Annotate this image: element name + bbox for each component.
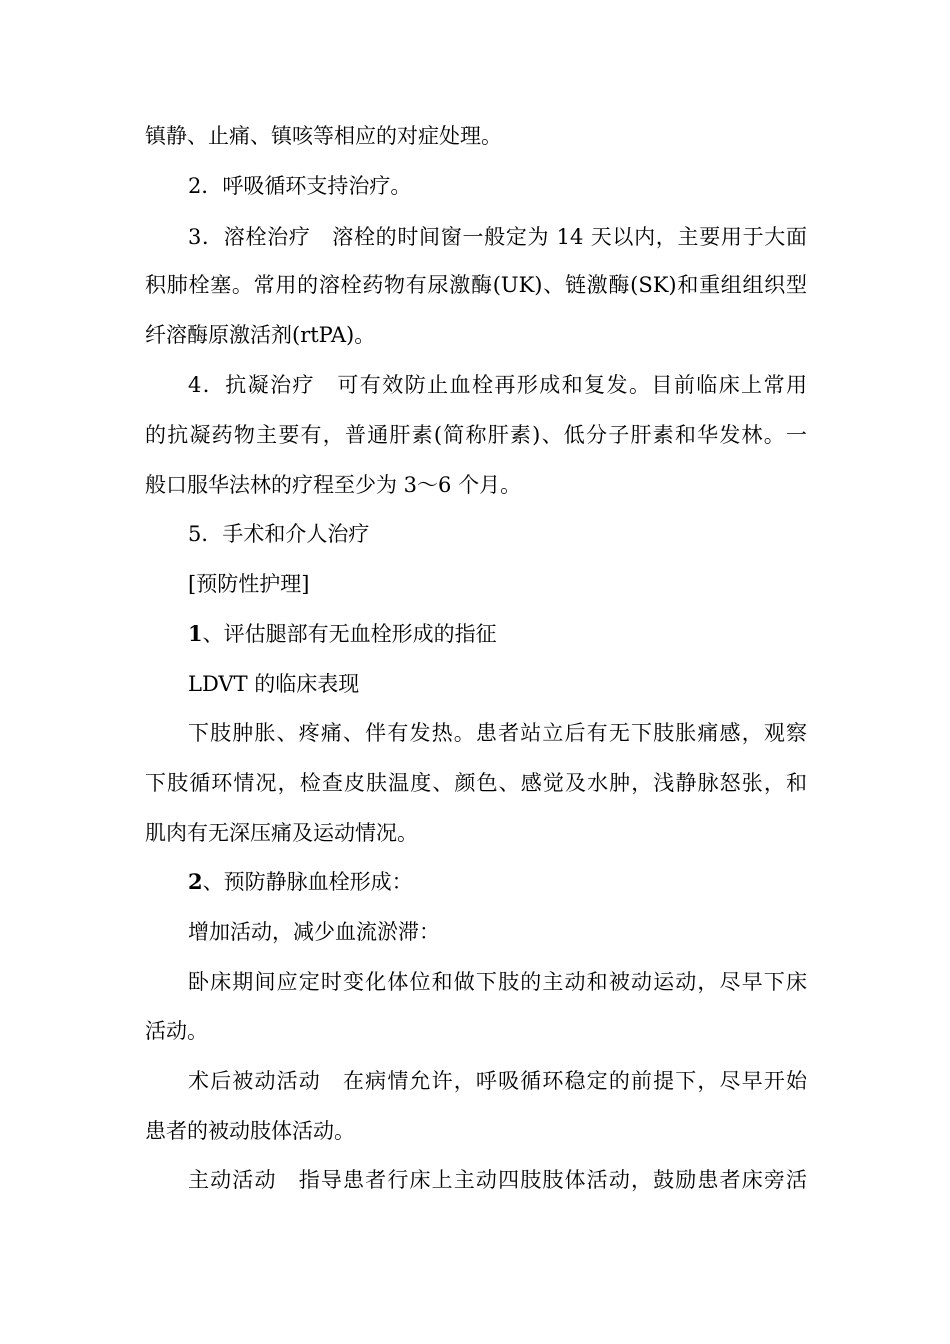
text-line: 3．溶栓治疗 溶栓的时间窗一般定为 14 天以内，主要用于大面 — [188, 225, 807, 249]
text-line: 的抗凝药物主要有，普通肝素(简称肝素)、低分子肝素和华发林。一 — [145, 423, 807, 447]
text-line: 积肺栓塞。常用的溶栓药物有尿激酶(UK)、链激酶(SK)和重组组织型 — [145, 273, 807, 297]
text-line: 下肢肿胀、疼痛、伴有发热。患者站立后有无下肢胀痛感，观察 — [188, 721, 807, 745]
text-line: 2．呼吸循环支持治疗。 — [188, 174, 412, 198]
text-line: 患者的被动肢体活动。 — [145, 1119, 355, 1143]
section-heading: [预防性护理] — [188, 572, 310, 596]
text-line: 肌肉有无深压痛及运动情况。 — [145, 821, 418, 845]
text-line: 纤溶酶原激活剂(rtPA)。 — [145, 323, 376, 347]
text-line: 镇静、止痛、镇咳等相应的对症处理。 — [145, 124, 502, 148]
text-line: 卧床期间应定时变化体位和做下肢的主动和被动运动，尽早下床 — [188, 970, 807, 994]
text-line: 增加活动，减少血流淤滞： — [188, 920, 440, 944]
text-line: LDVT 的临床表现 — [188, 672, 360, 696]
heading-number: 1 — [188, 621, 203, 646]
text-line: 5．手术和介人治疗 — [188, 522, 370, 546]
text-line: 术后被动活动 在病情允许，呼吸循环稳定的前提下，尽早开始 — [188, 1069, 807, 1093]
text-line: 活动。 — [145, 1019, 208, 1043]
text-line: 般口服华法林的疗程至少为 3～6 个月。 — [145, 473, 522, 497]
text-line: 4．抗凝治疗 可有效防止血栓再形成和复发。目前临床上常用 — [188, 373, 807, 397]
text-line: 下肢循环情况，检查皮肤温度、颜色、感觉及水肿，浅静脉怒张，和 — [145, 771, 807, 795]
numbered-heading — [188, 619, 807, 649]
text-line: 主动活动 指导患者行床上主动四肢肢体活动，鼓励患者床旁活 — [188, 1168, 807, 1192]
heading-text: 、预防静脉血栓形成： — [202, 870, 413, 894]
heading-text: 、评估腿部有无血栓形成的指征 — [202, 622, 497, 646]
heading-number: 2 — [188, 869, 203, 894]
numbered-heading — [188, 867, 807, 897]
